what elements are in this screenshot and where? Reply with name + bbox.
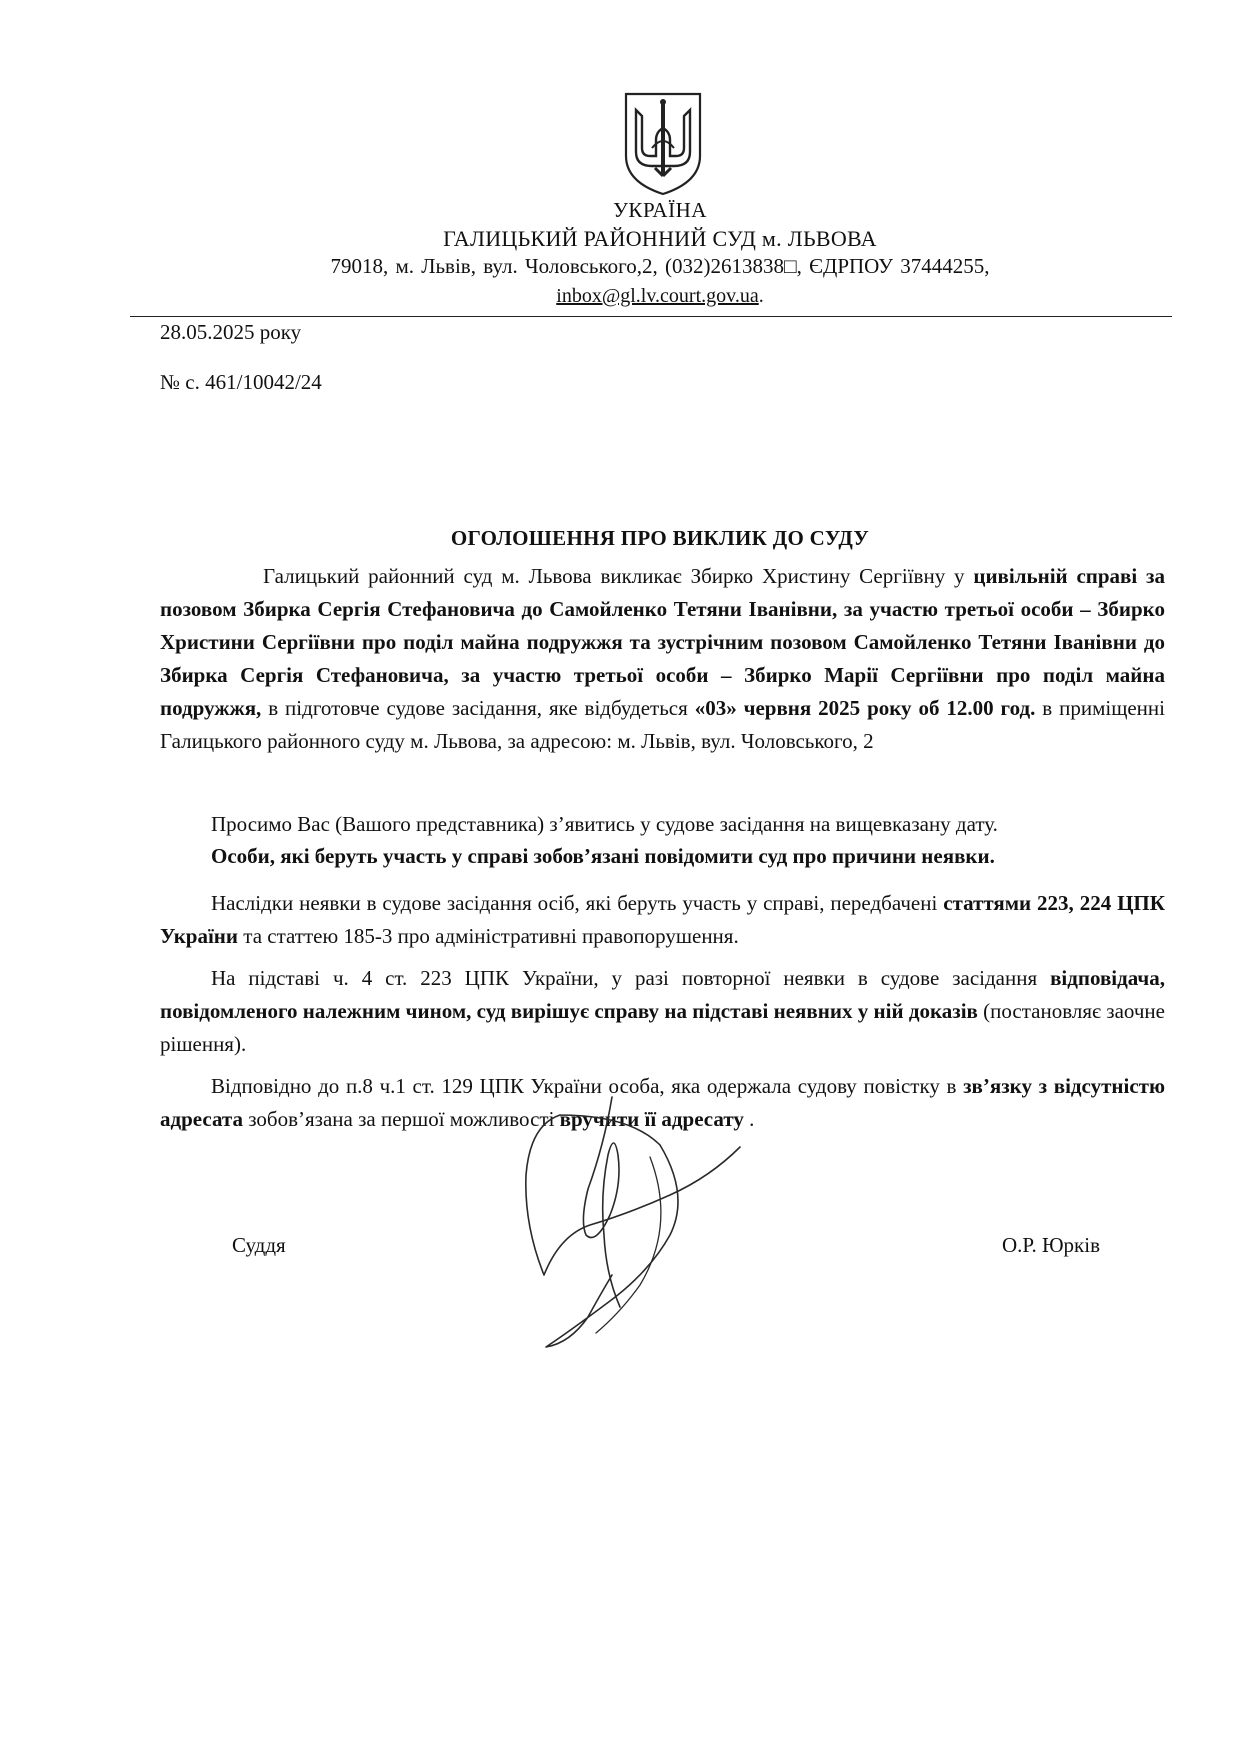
header-email-line [40,285,1240,308]
header-court-name: ГАЛИЦЬКИЙ РАЙОННИЙ СУД м. ЛЬВОВА [443,226,877,251]
header-address: 79018, м. Львів, вул. Чоловського,2, (032)2613838□, ЄДРПОУ 37444255, [330,254,990,278]
p4-part-a: Наслідки неявки в судове засідання осіб, які беруть участь у справі, передбачені [211,891,944,915]
paragraph-consequences [160,887,1165,953]
paragraph-obligation: Особи, які беруть участь у справі зобов’язані повідомити суд про причини неявки. [211,844,995,868]
p5-part-b: відповідача, повідомленого належним чином, суд вирішує справу на підставі неявних у ній доказів [160,966,1165,1023]
signature-label: Суддя [232,1233,286,1257]
paragraph-repeat-absence [160,962,1165,1061]
p1-hearing-datetime: «03» червня 2025 року об 12.00 год. [694,696,1036,720]
paragraph-request: Просимо Вас (Вашого представника) з’явитись у судове засідання на вищевказану дату. [211,812,998,836]
p1-part-e: в приміщенні Галицького районного суду м. Львова, за адресою: м. Львів, вул. Чоловського, 2 [160,696,1165,753]
p5-part-a: На підставі ч. 4 ст. 223 ЦПК України, у разі повторної неявки в судове засідання [211,966,1051,990]
p1-part-a: Галицький районний суд м. Львова викликає Збирко Христину Сергіївну у [263,564,974,588]
header-email-link[interactable]: inbox@gl.lv.court.gov.ua [556,285,759,307]
trident-emblem-icon [622,90,704,198]
p6-part-c: зобов’язана за першої можливості [243,1107,560,1131]
p6-part-a: Відповідно до п.8 ч.1 ст. 129 ЦПК України особа, яка одержала судову повістку в [211,1074,964,1098]
p6-part-e: . [743,1107,755,1131]
header-email-suffix: . [758,285,764,307]
p4-part-b: статтями 223, 224 ЦПК України [160,891,1165,948]
document-title: ОГОЛОШЕННЯ ПРО ВИКЛИК ДО СУДУ [450,526,870,550]
p6-part-d: вручити її адресату [559,1107,744,1131]
header-divider [130,316,1172,317]
judge-name: О.Р. Юрків [1002,1233,1101,1257]
case-number: № с. 461/10042/24 [160,370,322,394]
handwritten-signature [500,1085,800,1355]
p1-part-c: в підготовче судове засідання, яке відбудеться [261,696,695,720]
p5-part-c: (постановляє заочне рішення). [160,999,1165,1056]
p1-part-b: цивільній справі за позовом Збирка Сергія Стефановича до Самойленко Тетяни Іванівни, за участю третьої особи – Збирко Христини Сергіївни про поділ майна подружжя та зустрічним позовом Самойленко Тетяни Іванівни до Збирка Сергія Стефановича, за участю третьої особи – Збирко Марії Сергіївни про поділ майна подружжя, [160,564,1165,720]
document-date: 28.05.2025 року [160,320,302,344]
p6-part-b: зв’язку з відсутністю адресата [160,1074,1165,1131]
paragraph-summons [160,560,1165,758]
p4-part-c: та статтею 185-3 про адміністративні правопорушення. [238,924,739,948]
header-country: УКРАЇНА [613,198,707,222]
